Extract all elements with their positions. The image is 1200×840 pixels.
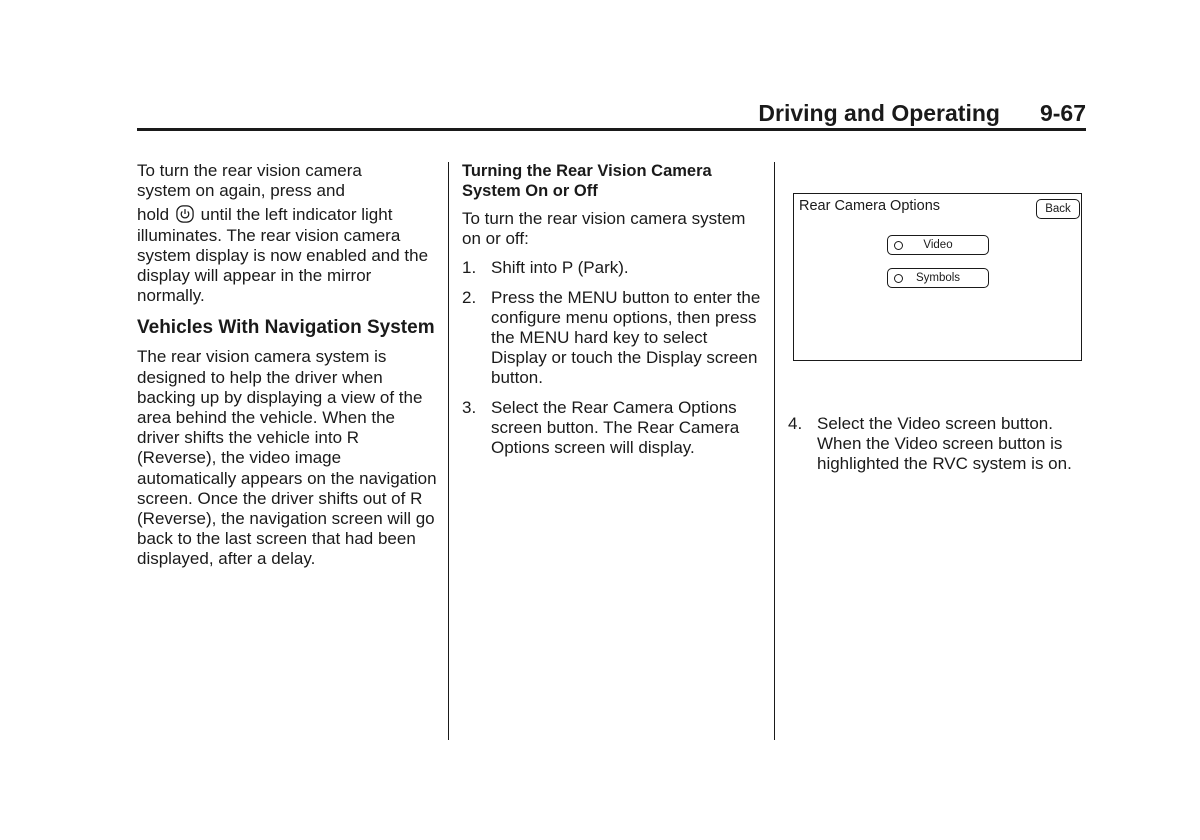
screen-title: Rear Camera Options	[799, 198, 941, 214]
hold-text-continued: until the left indicator light illuminates. The rear vision camera system display is now enabled and the display will appear in the mirror normally.	[137, 205, 429, 306]
heading-turning-camera-on-off: Turning the Rear Vision Camera System On or Off	[462, 162, 712, 200]
radio-icon	[894, 241, 903, 250]
power-button-icon	[176, 205, 194, 223]
step-number: 3.	[462, 397, 477, 417]
column-3	[788, 414, 1088, 475]
symbols-option-button[interactable]	[887, 268, 989, 288]
step-number: 2.	[462, 287, 477, 307]
section-title: Driving and Operating	[758, 100, 1000, 126]
hold-text: hold	[137, 205, 170, 225]
column-divider-1	[448, 162, 449, 740]
step-text: Select the Video screen button. When the Video screen button is highlighted the RVC system is on.	[817, 414, 1072, 474]
video-option-label: Video	[923, 239, 953, 251]
step-text: Select the Rear Camera Options screen button. The Rear Camera Options screen will display.	[491, 397, 740, 458]
back-button[interactable]: Back	[1036, 199, 1080, 219]
column-1	[137, 161, 437, 570]
steps-list	[462, 258, 762, 458]
list-item	[462, 288, 762, 389]
step-text: Shift into P (Park).	[491, 258, 629, 278]
paragraph-navigation: The rear vision camera system is designed to help the driver when backing up by displaying a view of the area behind the vehicle. When the driver shifts the vehicle into R (Reverse), the video image automatically appears on the navigation screen. Once the driver shifts out of R (Reverse), the navigation screen will go back to the last screen that had been displayed, after a delay.	[137, 347, 437, 569]
paragraph-intro: To turn the rear vision camera system on or off:	[462, 209, 746, 249]
paragraph-hold-instruction	[137, 205, 437, 306]
page-header	[137, 100, 1086, 126]
video-option-button[interactable]	[887, 235, 989, 255]
list-item	[462, 258, 762, 278]
page-number: 9-67	[1039, 100, 1086, 126]
list-item	[788, 414, 1088, 475]
step-number: 4.	[788, 414, 803, 433]
column-divider-2	[774, 162, 775, 740]
steps-list-continued	[788, 414, 1088, 475]
list-item	[462, 398, 762, 459]
step-text: Press the MENU button to enter the configure menu options, then press the MENU hard key to select Display or touch the Display screen button.	[491, 287, 761, 388]
radio-icon	[894, 274, 903, 283]
heading-vehicles-with-navigation: Vehicles With Navigation System	[137, 317, 435, 339]
symbols-option-label: Symbols	[915, 272, 961, 284]
rear-camera-options-screen	[793, 193, 1082, 361]
step-number: 1.	[462, 258, 477, 278]
paragraph-turn-on-again: To turn the rear vision camera system on again, press and	[137, 161, 362, 201]
column-2	[462, 161, 762, 458]
header-rule	[137, 128, 1086, 131]
